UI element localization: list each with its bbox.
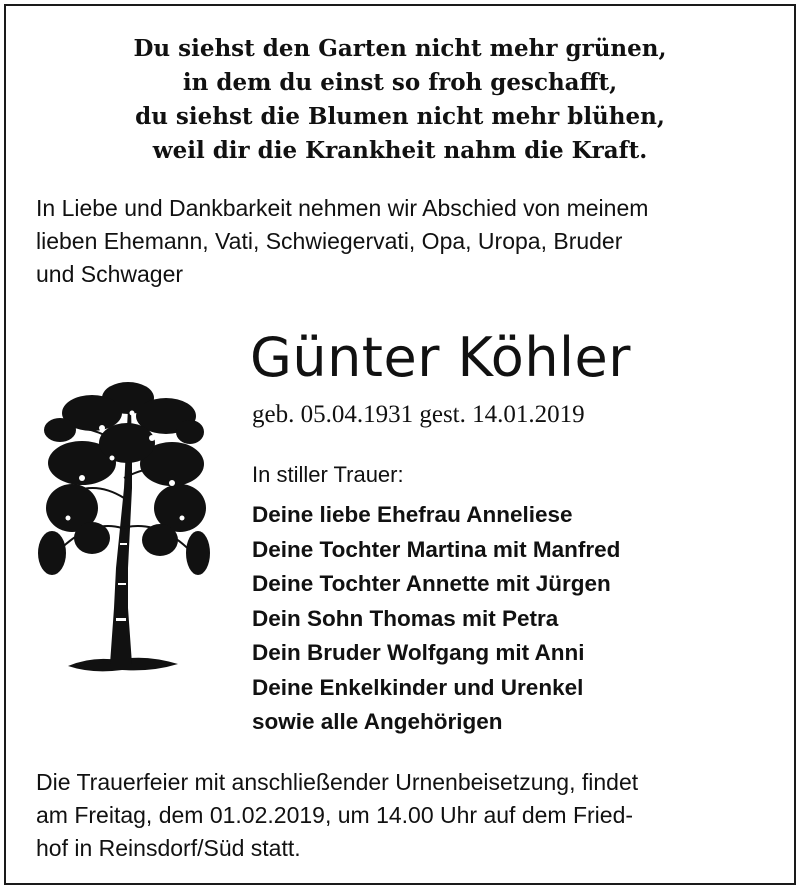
poem-line: du siehst die Blumen nicht mehr blühen,: [135, 103, 665, 130]
poem-line: Du siehst den Garten nicht mehr grünen,: [133, 35, 667, 62]
list-item: Deine Tochter Annette mit Jürgen: [252, 571, 611, 596]
list-item: Deine liebe Ehefrau Anneliese: [252, 502, 573, 527]
poem: [6, 32, 794, 168]
ceremony-info: [36, 766, 786, 865]
list-item: sowie alle Angehörigen: [252, 709, 503, 734]
list-item: Deine Enkelkinder und Urenkel: [252, 674, 584, 700]
intro-line: und Schwager: [36, 261, 184, 287]
intro-text: [36, 192, 781, 291]
intro-line: lieben Ehemann, Vati, Schwiegervati, Opa, Uropa, Bruder: [36, 228, 623, 254]
ceremony-line: am Freitag, dem 01.02.2019, um 14.00 Uhr auf dem Fried-: [36, 802, 634, 828]
poem-line: weil dir die Krankheit nahm die Kraft.: [152, 137, 648, 164]
birch-tree-icon: [32, 368, 212, 678]
mourning-label: In stiller Trauer:: [252, 462, 404, 487]
obituary-frame: [4, 4, 796, 885]
life-dates: geb. 05.04.1931 gest. 14.01.2019: [252, 401, 585, 428]
list-item: Deine Tochter Martina mit Manfred: [252, 536, 621, 562]
list-item: Dein Sohn Thomas mit Petra: [252, 605, 559, 631]
deceased-name: Günter Köhler: [250, 326, 631, 389]
poem-line: in dem du einst so froh geschafft,: [182, 69, 618, 96]
ceremony-line: Die Trauerfeier mit anschließender Urnenbeisetzung, findet: [36, 769, 639, 795]
intro-line: In Liebe und Dankbarkeit nehmen wir Abschied von meinem: [36, 195, 649, 221]
list-item: Dein Bruder Wolfgang mit Anni: [252, 640, 585, 665]
mourners-list: [252, 498, 620, 740]
ceremony-line: hof in Reinsdorf/Süd statt.: [36, 835, 301, 861]
